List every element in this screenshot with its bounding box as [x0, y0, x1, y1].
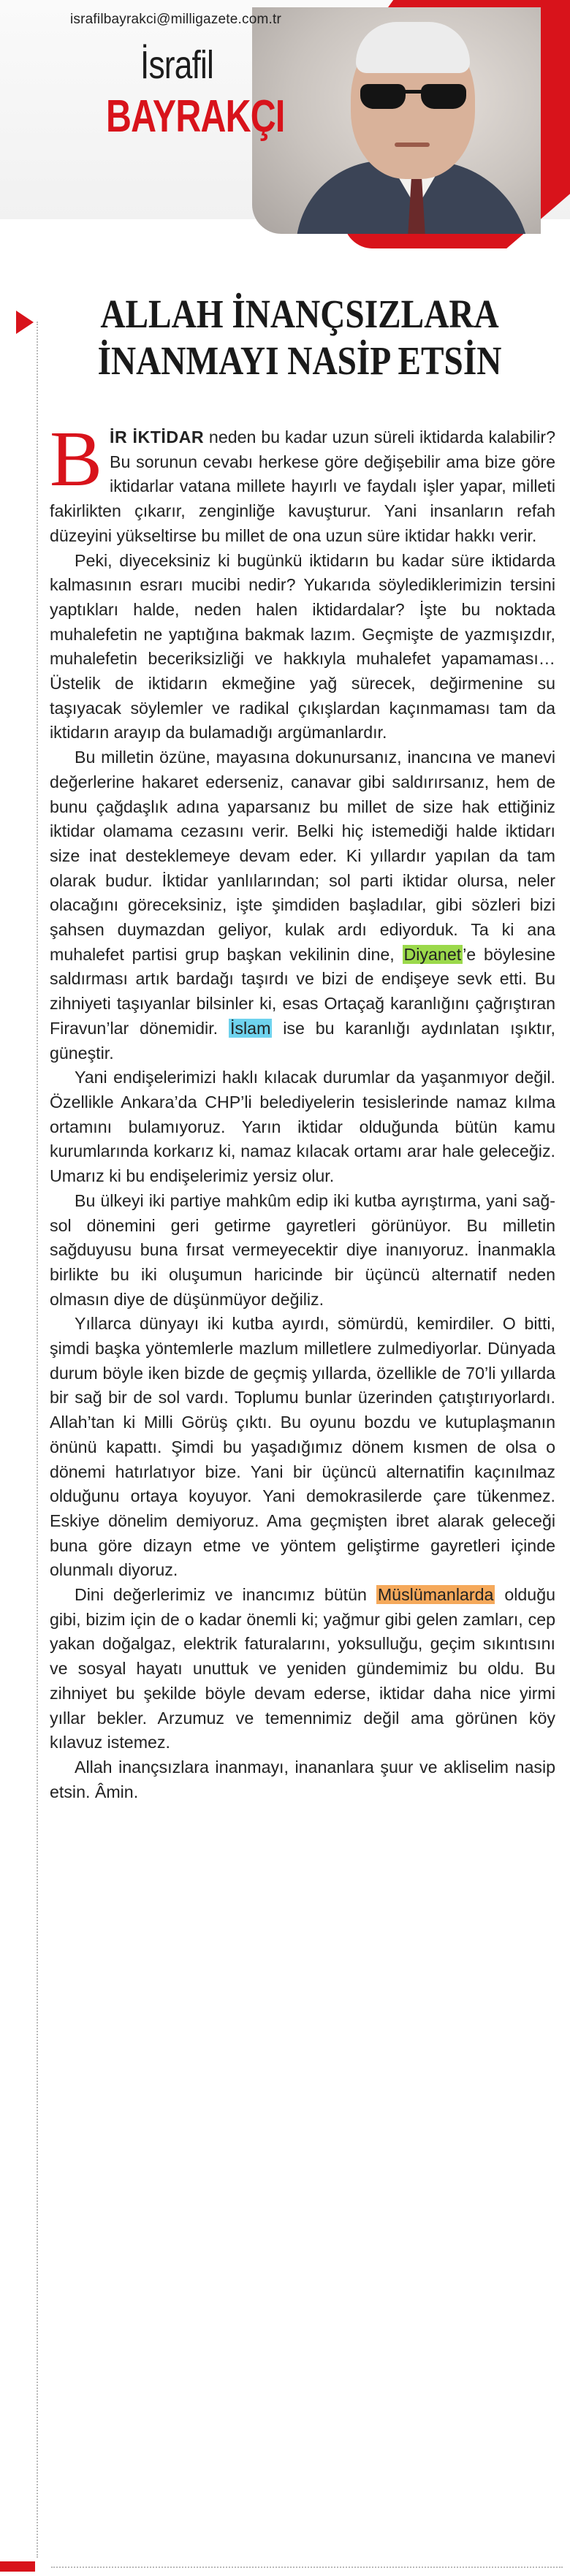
- paragraph-8: Allah inançsızlara inanmayı, inananlara şuur ve akliselim nasip etsin. Âmin.: [50, 1757, 555, 1801]
- drop-cap: B: [50, 416, 103, 503]
- author-last-name: BAYRAKÇI: [106, 91, 285, 142]
- paragraph-3: [50, 745, 555, 1065]
- paragraph-1: [50, 416, 555, 549]
- author-email[interactable]: israfilbayrakci@milligazete.com.tr: [70, 12, 281, 27]
- lead-words: İR İKTİDAR: [110, 428, 205, 447]
- column-divider: [37, 322, 38, 2558]
- bottom-divider: [51, 2566, 563, 2568]
- column-header: [0, 0, 570, 252]
- paragraph-2: Peki, diyeceksiniz ki bugünkü iktidarın bu kadar süre iktidarda kalmasının esrarı mucibi nedir? Yukarıda söylediklerimizin tersini yaptıkları halde, neden halen iktidardalar? İşte bu noktada muhalefetin ne yaptığına bakmak lazım. Geçmişte de yazmışızdır, muhalefetin beceriksizliği ve hakkıyla muhalefet yapamaması… Üstelik de iktidarın ekmeğine yağ sürecek, değirmenine su taşıyacak söylemler ve radikal çıkışlardan kaçınmaması tam da iktidarın arayıp da bulamadığı argümanlardır.: [50, 550, 555, 742]
- article-headline: [80, 291, 520, 384]
- paragraph-3-text-b: ’e böylesine saldırması artık bardağı taşırdı ve bizi de endişeye sevk etti. Bu zihniyeti taşıyanlar bilsinler ki, esas Ortaçağ karanlığını çağrıştıran Firavun’lar dönemidir.: [50, 944, 555, 1038]
- paragraph-6: Yıllarca dünyayı iki kutba ayırdı, sömürdü, kemirdiler. O bitti, şimdi başka yöntemlerle mazlum milletlere zulmediyorlar. Dünyada durum böyle iken bizde de geçmiş yıllarda, özellikle de 70’li yıllarda bir sağ bir de sol vardı. Toplumu bunlar üzerinden çatıştırıyorlardı. Allah’tan ki Milli Görüş çıktı. Bu oyunu bozdu ve kutuplaşmanın önünü kapattı. Şimdi bu yaşadığımız dönem kısmen de olsa o dönemi hatırlatıyor bize. Yani bir üçüncü alternatifin kaçınılmaz olduğunu ortaya koyuyor. Yani demokrasilerde çare tükenmez. Eskiye dönelim demiyoruz. Ama geçmişten ibret alarak geleceği buna göre dizayn etme ve yöntem geliştirme gayretleri içinde olunmalı diyoruz.: [50, 1314, 555, 1580]
- author-first-name: İsrafil: [140, 43, 214, 87]
- headline-marker-icon: [16, 311, 34, 334]
- paragraph-1-text: neden bu kadar uzun süreli iktidarda kalabilir? Bu sorunun cevabı herkese göre değişebilir ama bize göre iktidarlar vatana millete hayırlı ve faydalı işler yapar, milleti fakirlikten çıkarır, zenginliğe kavuşturur. Yani insanların refah düzeyini yükseltirse bu millet de ona uzun süre iktidar hakkı verir.: [50, 428, 555, 545]
- highlight-islam[interactable]: İslam: [229, 1018, 271, 1038]
- headline-line-2: İNANMAYI NASİP ETSİN: [97, 338, 502, 383]
- paragraph-4: Yani endişelerimizi haklı kılacak durumlar da yaşanmıyor değil. Özellikle Ankara’da CHP’li belediyelerin tesislerinde namaz kılma ortamını bulamıyoruz. Yarın iktidar olduğunda bütün kamu kurumlarında korkarız ki, namaz kılacak ortamı arar hale geleceğiz. Umarız ki bu endişelerimiz yersiz olur.: [50, 1068, 555, 1186]
- paragraph-3-text-c: ise bu karanlığı aydınlatan ışıktır, güneştir.: [50, 1018, 555, 1063]
- headline-line-1: ALLAH İNANÇSIZLARA: [100, 292, 499, 336]
- paragraph-5: Bu ülkeyi iki partiye mahkûm edip iki kutba ayrıştırma, yani sağ-sol dönemini geri getirme gayretleri görünüyor. Bu milletin sağduyusu buna fırsat vermeyecektir diye inanıyoruz. İnanmakla birlikte bu iki oluşumun haricinde bir üçüncü alternatif neden olmasın diye de düşünmüyor değiliz.: [50, 1190, 555, 1309]
- paragraph-7-text-b: olduğu gibi, bizim için de o kadar önemli ki; yağmur gibi gelen zamları, cep yakan doğalgaz, elektrik faturalarını, yoksulluğu, geçim sıkıntısını ve sosyal hayatı unuttuk ve yeniden gündemimiz bu oldu. Bu zihniyet bu şekilde böyle devam ederse, iktidar daha nice yirmi yıllar bekler. Arzumuz ve temennimiz değil ama görünen köy kılavuz istemez.: [50, 1585, 555, 1752]
- highlight-muslumanlarda[interactable]: Müslümanlarda: [377, 1585, 494, 1605]
- paragraph-7: [50, 1583, 555, 1755]
- bottom-accent-bar: [0, 2561, 35, 2572]
- highlight-diyanet[interactable]: Diyanet: [403, 944, 462, 964]
- paragraph-7-text-a: Dini değerlerimiz ve inancımız bütün: [75, 1585, 376, 1605]
- author-photo: [252, 7, 541, 234]
- paragraph-3-text-a: Bu milletin özüne, mayasına dokunursanız, inancına ve manevi değerlerine hakaret ederseniz, canavar gibi saldırırsanız, hem de bunu çağdaşlık adına yaparsanız bu millet de size hak ettiğiniz iktidar olamama cezasını verir. Belki hiç istemediği halde iktidarı size inat desteklemeye devam eder. Ki yıllardır yapılan da tam olarak budur. İktidar yanlılarından; sol parti iktidar olursa, neler olacağını göreceksiniz, işte şimdiden başladılar, gibi sözleri bizi şahsen duymazdan geliyor, kulak ardı ediyorduk. Ta ki ana muhalefet partisi grup başkan vekilinin dine,: [50, 748, 555, 964]
- article-body: [50, 416, 555, 1804]
